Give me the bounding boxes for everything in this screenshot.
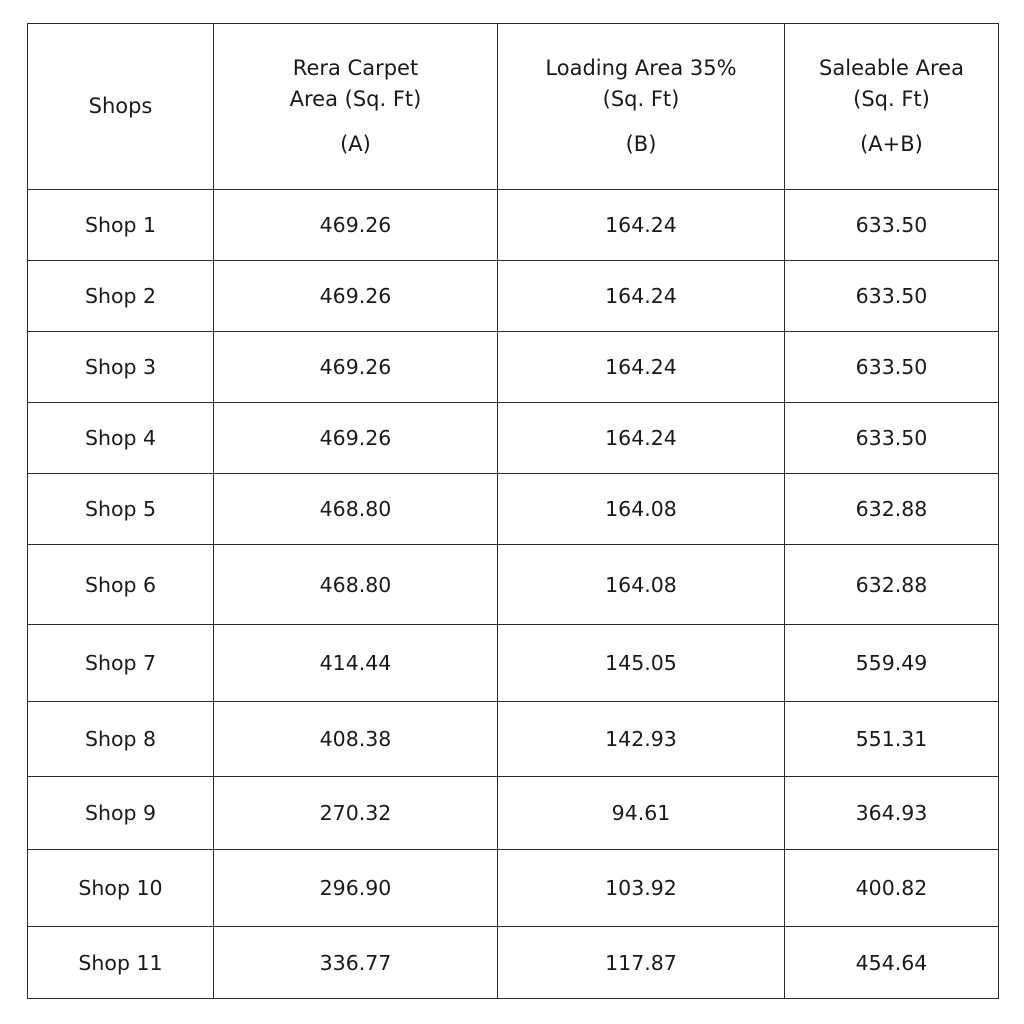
header-row xyxy=(28,24,999,190)
cell-loading-area: 164.24 xyxy=(498,190,785,261)
shop-area-table-container xyxy=(27,23,998,999)
cell-rera-carpet-area: 408.38 xyxy=(214,702,498,777)
cell-saleable-area: 632.88 xyxy=(785,545,999,625)
table-row xyxy=(28,702,999,777)
cell-rera-carpet-area: 468.80 xyxy=(214,545,498,625)
cell-loading-area: 142.93 xyxy=(498,702,785,777)
header-shops-label: Shops xyxy=(88,94,153,118)
cell-rera-carpet-area: 414.44 xyxy=(214,625,498,702)
header-loading-area xyxy=(498,24,785,190)
header-rera-line-1: Rera Carpet xyxy=(292,56,419,80)
table-row xyxy=(28,403,999,474)
cell-saleable-area: 632.88 xyxy=(785,474,999,545)
header-shops xyxy=(28,24,214,190)
cell-rera-carpet-area: 469.26 xyxy=(214,190,498,261)
cell-loading-area: 117.87 xyxy=(498,927,785,999)
table-row xyxy=(28,190,999,261)
cell-loading-area: 94.61 xyxy=(498,777,785,850)
cell-rera-carpet-area: 469.26 xyxy=(214,332,498,403)
cell-loading-area: 164.08 xyxy=(498,545,785,625)
cell-saleable-area: 633.50 xyxy=(785,403,999,474)
cell-shop: Shop 9 xyxy=(28,777,214,850)
shop-area-table xyxy=(27,23,999,999)
cell-shop: Shop 4 xyxy=(28,403,214,474)
header-rera-line-2: Area (Sq. Ft) xyxy=(289,87,422,111)
table-row xyxy=(28,261,999,332)
cell-shop: Shop 11 xyxy=(28,927,214,999)
header-loading-symbol: (B) xyxy=(625,132,657,156)
header-loading-line-2: (Sq. Ft) xyxy=(602,87,680,111)
cell-loading-area: 103.92 xyxy=(498,850,785,927)
header-rera-carpet-area xyxy=(214,24,498,190)
cell-shop: Shop 5 xyxy=(28,474,214,545)
cell-shop: Shop 2 xyxy=(28,261,214,332)
table-row xyxy=(28,332,999,403)
cell-saleable-area: 633.50 xyxy=(785,190,999,261)
table-row xyxy=(28,927,999,999)
header-saleable-area xyxy=(785,24,999,190)
header-saleable-line-2: (Sq. Ft) xyxy=(853,87,930,111)
cell-shop: Shop 8 xyxy=(28,702,214,777)
cell-loading-area: 164.24 xyxy=(498,403,785,474)
table-row xyxy=(28,474,999,545)
cell-rera-carpet-area: 468.80 xyxy=(214,474,498,545)
cell-loading-area: 164.08 xyxy=(498,474,785,545)
table-row xyxy=(28,777,999,850)
cell-rera-carpet-area: 469.26 xyxy=(214,403,498,474)
cell-shop: Shop 7 xyxy=(28,625,214,702)
cell-saleable-area: 454.64 xyxy=(785,927,999,999)
cell-saleable-area: 364.93 xyxy=(785,777,999,850)
table-row xyxy=(28,850,999,927)
cell-saleable-area: 633.50 xyxy=(785,261,999,332)
header-rera-symbol: (A) xyxy=(340,132,371,156)
cell-loading-area: 164.24 xyxy=(498,332,785,403)
cell-saleable-area: 633.50 xyxy=(785,332,999,403)
cell-saleable-area: 400.82 xyxy=(785,850,999,927)
cell-shop: Shop 10 xyxy=(28,850,214,927)
cell-rera-carpet-area: 469.26 xyxy=(214,261,498,332)
cell-shop: Shop 6 xyxy=(28,545,214,625)
header-saleable-symbol: (A+B) xyxy=(860,132,923,156)
cell-saleable-area: 559.49 xyxy=(785,625,999,702)
cell-rera-carpet-area: 336.77 xyxy=(214,927,498,999)
cell-shop: Shop 1 xyxy=(28,190,214,261)
cell-shop: Shop 3 xyxy=(28,332,214,403)
header-loading-line-1: Loading Area 35% xyxy=(545,56,737,80)
cell-loading-area: 145.05 xyxy=(498,625,785,702)
cell-rera-carpet-area: 270.32 xyxy=(214,777,498,850)
header-saleable-line-1: Saleable Area xyxy=(819,56,964,80)
cell-saleable-area: 551.31 xyxy=(785,702,999,777)
cell-rera-carpet-area: 296.90 xyxy=(214,850,498,927)
table-row xyxy=(28,545,999,625)
table-row xyxy=(28,625,999,702)
cell-loading-area: 164.24 xyxy=(498,261,785,332)
